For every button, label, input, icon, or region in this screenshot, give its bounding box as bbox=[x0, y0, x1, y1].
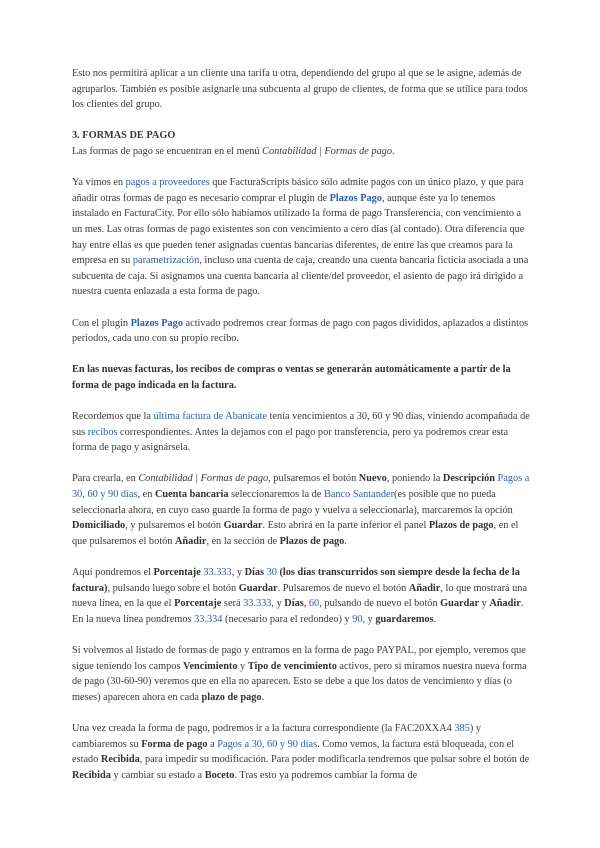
link-value-60[interactable]: 60 bbox=[308, 598, 320, 610]
link-value-30[interactable]: 30 bbox=[266, 567, 277, 578]
paragraph-create-steps: Para crearla, en Contabilidad | Formas de pago, pulsaremos el botón Nuevo, poniendo la Descripción Pagos a 30, 60 y 90 días, en Cuenta bancaria seleccionaremos la de Banco Santander(es posible que no pueda seleccionarla ahora, en cuyo caso guarde la forma de pago y vuelva a seleccionarla), marcaremos la opción Domiciliado, y pulsaremos el botón Guardar. Esto abrirá en la parte inferior el panel Plazos de pago, en el que pulsaremos el botón Añadir, en la sección de Plazos de pago. bbox=[72, 473, 530, 547]
paragraph-intro: Las formas de pago se encuentran en el menú Contabilidad | Formas de pago. bbox=[72, 145, 395, 157]
paragraph-bold-note: En las nuevas facturas, los recibos de compras o ventas se generarán automáticamente a partir de la forma de pago indicada en la factura. bbox=[72, 364, 511, 391]
link-recibos[interactable]: recibos bbox=[87, 426, 118, 438]
link-value-33334[interactable]: 33.334 bbox=[194, 613, 223, 625]
link-value-33333[interactable]: 33.333 bbox=[203, 567, 232, 578]
paragraph-groups: Esto nos permitirá aplicar a un cliente una tarifa u otra, dependiendo del grupo al que se le asigne, además de agruparlos. También es posible asignarle una subcuenta al grupo de clientes, de forma que se utilice para todos los clientes del grupo. bbox=[72, 68, 528, 111]
link-value-385[interactable]: 385 bbox=[454, 722, 470, 734]
link-ultima-factura[interactable]: última factura de Abanicate bbox=[153, 411, 267, 423]
link-pagos-30-60-90-b[interactable]: Pagos a 30, 60 y 90 días bbox=[217, 738, 318, 750]
menu-path: Contabilidad | Formas de pago bbox=[262, 145, 392, 157]
link-plazos-pago[interactable]: Plazos Pago bbox=[329, 192, 382, 204]
link-parametrizacion[interactable]: parametrización bbox=[132, 255, 200, 267]
link-banco-santander[interactable]: Banco Santander bbox=[323, 489, 395, 501]
document-page bbox=[72, 66, 532, 799]
paragraph-paypal: Si volvemos al listado de formas de pago y entramos en la forma de pago PAYPAL, por ejemplo, veremos que sigue teniendo los campos Vencimiento y Tipo de vencimiento activos, pero si miramos nuestra nueva forma de pago (30-60-90) veremos que en ella no aparecen. Esto se debe a que los datos de vencimiento y días (o meses) aparecen ahora en cada plazo de pago. bbox=[72, 644, 527, 703]
paragraph-invoice: Una vez creada la forma de pago, podremos ir a la factura correspondiente (la FAC20XXA4 385) y cambiaremos su Forma de pago a Pagos a 30, 60 y 90 días. Como vemos, la factura está bloqueada, con el estado Recibida, para impedir su modificación. Para poder modificarla tendremos que pulsar sobre el botón de Recibida y cambiar su estado a Boceto. Tras esto ya podremos cambiar la forma de bbox=[72, 722, 530, 781]
paragraph-percentages: Aquí pondremos el Porcentaje 33.333, y Días 30 (los días transcurridos son siempre desde la fecha de la factura), pulsando luego sobre el botón Guardar. Pulsaremos de nuevo el botón Añadir, lo que mostrará una nueva línea, en la que el Porcentaje será 33.333, y Días, 60, pulsando de nuevo el botón Guardar y Añadir. En la nueva línea pondremos 33.334 (necesario para el redondeo) y 90, y guardaremos. bbox=[72, 567, 528, 625]
link-pagos-30-60-90[interactable]: Pagos a 30, 60 y 90 días bbox=[72, 473, 530, 501]
link-value-33333-b[interactable]: 33.333 bbox=[243, 598, 272, 610]
paragraph-plugin-info: Ya vimos en pagos a proveedores que FacturaScripts básico sólo admite pagos con un único plazo, y que para añadir otras formas de pago es necesario comprar el plugin de Plazos Pago, aunque éste ya lo tenemos instalado en FacturaCity. Por ello sólo habíamos utilizado la forma de pago Transferencia, con vencimiento a un mes. Las otras formas de pago existentes son con vencimiento a cero días (al contado). Otra diferencia que hay entre ellas es que pueden tener asignadas cuentas bancarias diferentes, de entre las que creamos para la empresa en su parametrización, incluso una cuenta de caja, creando una cuenta bancaria ficticia asociada a una subcuenta de caja. Si asignamos una cuenta bancaria al cliente/del proveedor, el asiento de pago irá dirigido a nuestra cuenta enlazada a esta forma de pago. bbox=[72, 177, 529, 298]
section-heading: 3. FORMAS DE PAGO bbox=[72, 130, 176, 142]
link-pagos-proveedores[interactable]: pagos a proveedores bbox=[125, 177, 210, 189]
link-value-90[interactable]: 90 bbox=[352, 613, 363, 625]
paragraph-plugin-activated: Con el plugin Plazos Pago activado podremos crear formas de pago con pagos divididos, aplazados a distintos periodos, cada uno con su propio recibo. bbox=[72, 317, 529, 345]
link-plazos-pago-2[interactable]: Plazos Pago bbox=[130, 317, 183, 329]
paragraph-reminder: Recordemos que la última factura de Abanicate tenía vencimientos a 30, 60 y 90 días, viniendo acompañada de sus recibos correspondientes. Antes la dejamos con el pago por transferencia, pero ya podremos crear esta forma de pago y asignársela. bbox=[72, 411, 530, 454]
